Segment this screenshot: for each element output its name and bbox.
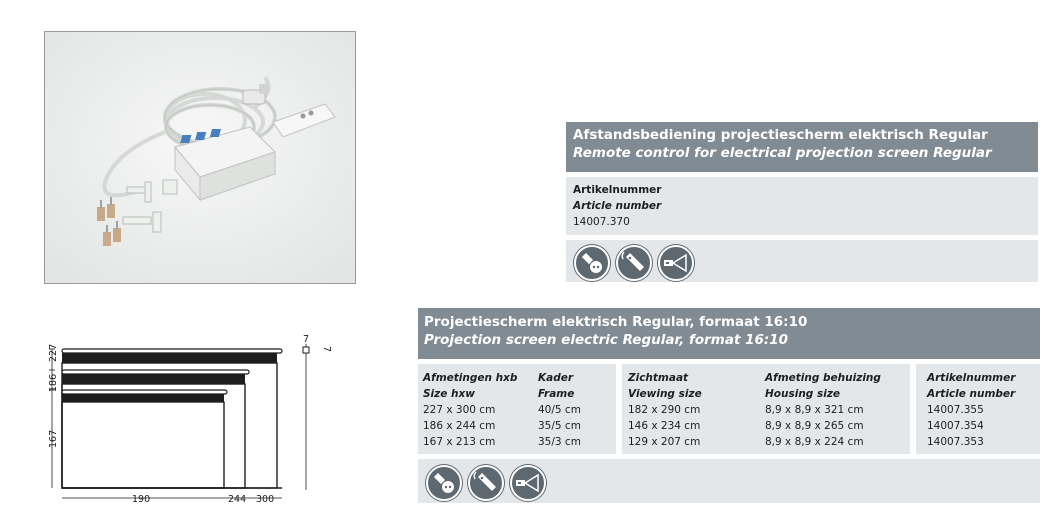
size-header-en: Size hxw <box>423 388 475 400</box>
size-cell: 227 x 300 cm <box>423 404 496 416</box>
product1-article-panel <box>566 177 1038 235</box>
article-header-en: Article number <box>927 388 1016 400</box>
remote-control-icon <box>468 465 504 501</box>
frame-cell: 35/5 cm <box>538 420 581 432</box>
frame-header-nl: Kader <box>538 372 574 384</box>
housing-depth-label: 7 <box>303 334 310 345</box>
size-cell: 167 x 213 cm <box>423 436 496 448</box>
width-244-label: 244 <box>228 494 247 505</box>
article-label-nl: Artikelnummer <box>573 184 662 196</box>
size-frame-panel <box>418 364 616 454</box>
article-number: 14007.370 <box>573 216 630 228</box>
plug-icon <box>426 465 462 501</box>
article-number-panel <box>916 364 1040 454</box>
plug-icon <box>574 245 610 281</box>
viewing-housing-panel <box>622 364 910 454</box>
frame-cell: 40/5 cm <box>538 404 581 416</box>
article-cell: 14007.353 <box>927 436 984 448</box>
height-227-label: 227 <box>48 343 59 362</box>
housing-cell: 8,9 x 8,9 x 321 cm <box>765 404 864 416</box>
product2-title-nl: Projectiescherm elektrisch Regular, formaat 16:10 <box>424 314 808 330</box>
article-cell: 14007.354 <box>927 420 984 432</box>
height-186-label: 186 <box>48 373 59 392</box>
housing-cell: 8,9 x 8,9 x 224 cm <box>765 436 864 448</box>
view-header-nl: Zichtmaat <box>628 372 689 384</box>
housing-header-en: Housing size <box>765 388 841 400</box>
housing-height-label: 7 <box>321 346 332 353</box>
product1-icon-panel <box>566 240 1038 282</box>
size-cell: 186 x 244 cm <box>423 420 496 432</box>
frame-cell: 35/3 cm <box>538 436 581 448</box>
housing-header-nl: Afmeting behuizing <box>765 372 881 384</box>
width-300-label: 300 <box>256 494 275 505</box>
product1-header <box>566 122 1038 172</box>
article-label-en: Article number <box>573 200 662 212</box>
remote-control-icon <box>616 245 652 281</box>
product2-title-en: Projection screen electric Regular, format 16:10 <box>424 332 789 348</box>
projector-icon <box>510 465 546 501</box>
view-cell: 146 x 234 cm <box>628 420 701 432</box>
product2-header <box>418 308 1040 359</box>
product1-title-en: Remote control for electrical projection screen Regular <box>573 145 992 161</box>
screen-dimension-drawing <box>40 330 340 510</box>
article-header-nl: Artikelnummer <box>927 372 1016 384</box>
article-cell: 14007.355 <box>927 404 984 416</box>
frame-header-en: Frame <box>538 388 575 400</box>
product2-icon-panel <box>418 459 1040 503</box>
view-cell: 129 x 207 cm <box>628 436 701 448</box>
height-167-label: 167 <box>48 429 59 448</box>
projector-icon <box>658 245 694 281</box>
size-header-nl: Afmetingen hxb <box>423 372 518 384</box>
view-cell: 182 x 290 cm <box>628 404 701 416</box>
product1-title-nl: Afstandsbediening projectiescherm elektrisch Regular <box>573 127 988 143</box>
product-photo-remote-control <box>44 31 356 284</box>
housing-cell: 8,9 x 8,9 x 265 cm <box>765 420 864 432</box>
view-header-en: Viewing size <box>628 388 702 400</box>
width-190-label: 190 <box>132 494 151 505</box>
